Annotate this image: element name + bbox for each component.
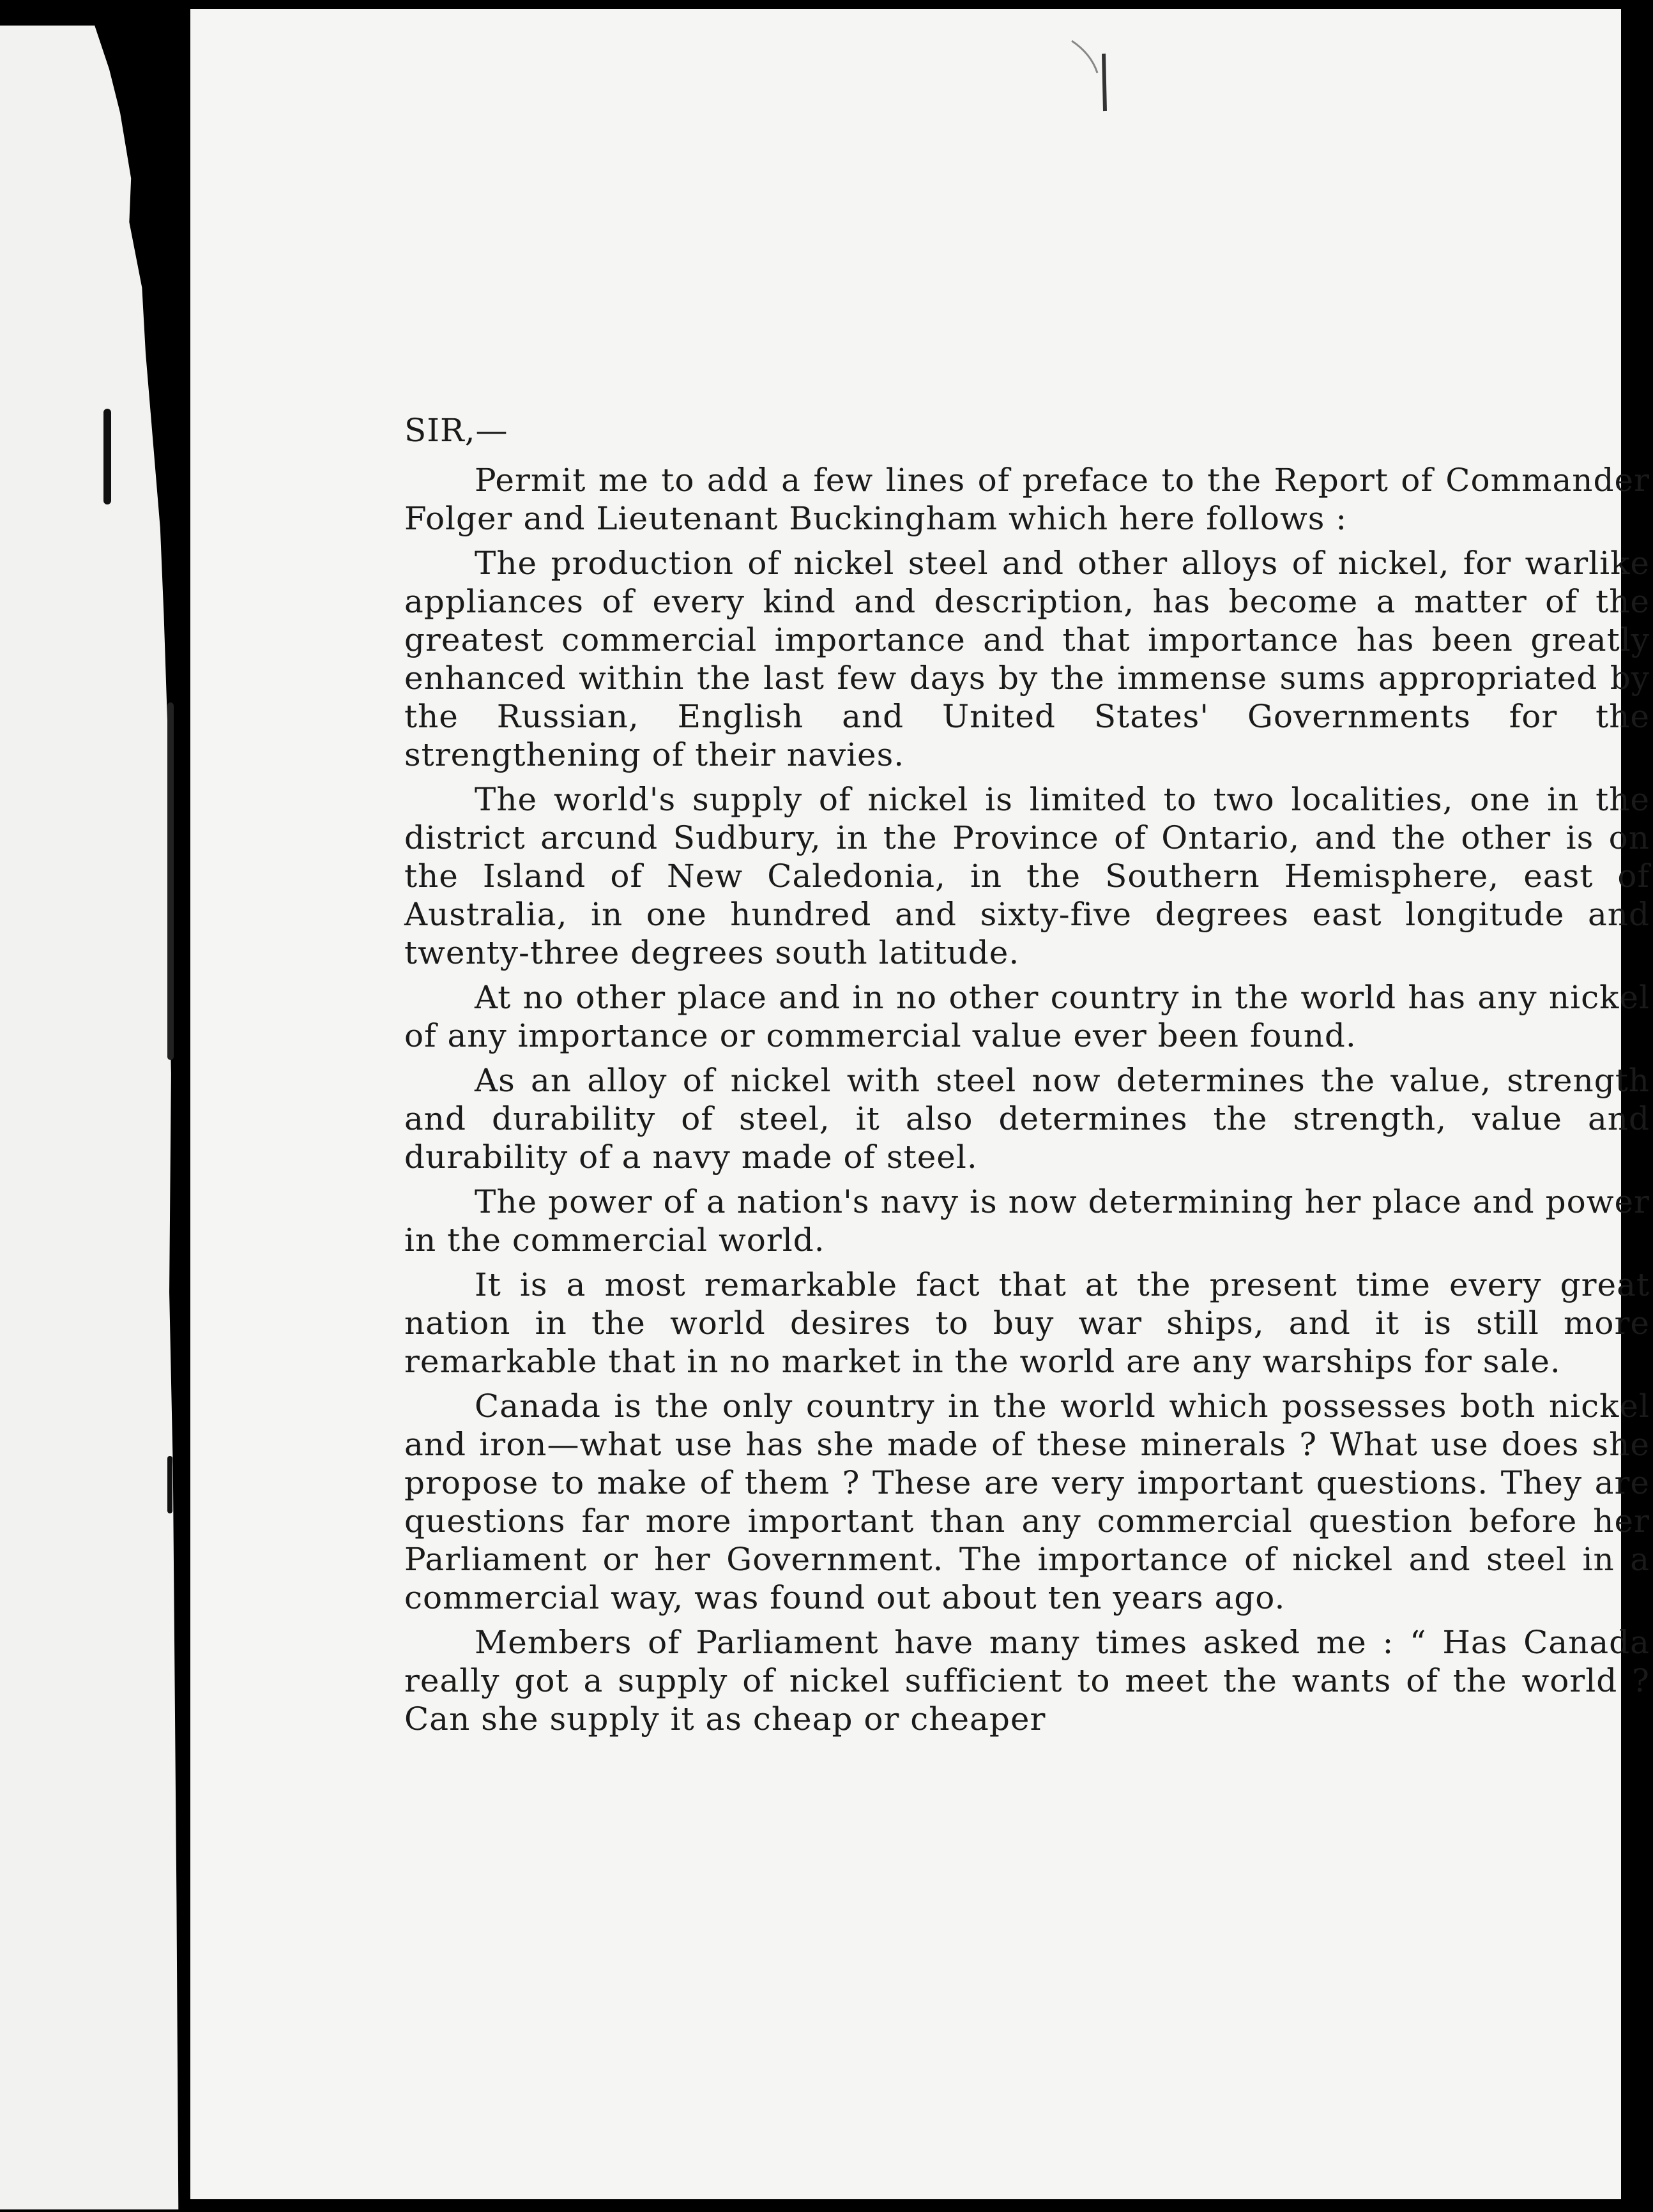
paragraph: The power of a nation's navy is now determining her place and power in the commercial world. [404,1183,1650,1259]
paragraph: Permit me to add a few lines of preface to the Report of Commander Folger and Lieutenant Buckingham which here follows : [404,462,1650,537]
binding-mark [167,702,174,1060]
facing-page-torn-edge [0,26,182,2209]
paragraph: Canada is the only country in the world which possesses both nickel and iron—what use has she made of these minerals ? What use does she propose to make of them ? These are very important questions. They are questions far more important than any commercial question before her Parliament or her Government. The importance of nickel and steel in a commercial way, was found out about ten years ago. [404,1388,1650,1616]
paragraph: As an alloy of nickel with steel now determines the value, strength and durability of steel, it also determines the strength, value and durability of a navy made of steel. [404,1062,1650,1176]
letter-body [404,411,1650,1745]
scan-artifact-mark [1065,28,1116,117]
paragraph: Members of Parliament have many times asked me : “ Has Canada really got a supply of nickel sufficient to meet the wants of the world ? Can she supply it as cheap or cheaper [404,1624,1650,1738]
paragraph: The production of nickel steel and other alloys of nickel, for warlike appliances of every kind and description, has become a matter of the greatest commercial importance and that importance has been greatly enhanced within the last few days by the immense sums appropriated by the Russian, English and United States' Governments for the strengthening of their navies. [404,545,1650,773]
salutation: SIR,— [404,412,508,449]
paragraph: It is a most remarkable fact that at the present time every great nation in the world desires to buy war ships, and it is still more remarkable that in no market in the world are any warships for sale. [404,1266,1650,1380]
paragraph: The world's supply of nickel is limited to two localities, one in the district arcund Sudbury, in the Province of Ontario, and the other is on the Island of New Caledonia, in the Southern Hemisphere, east of Australia, in one hundred and sixty-five degrees east longitude and twenty-three degrees south latitude. [404,781,1650,971]
binding-mark [103,409,111,504]
binding-mark [167,1456,172,1513]
letter-page [190,9,1650,2199]
paragraph: At no other place and in no other country in the world has any nickel of any importance or commercial value ever been found. [404,979,1650,1054]
